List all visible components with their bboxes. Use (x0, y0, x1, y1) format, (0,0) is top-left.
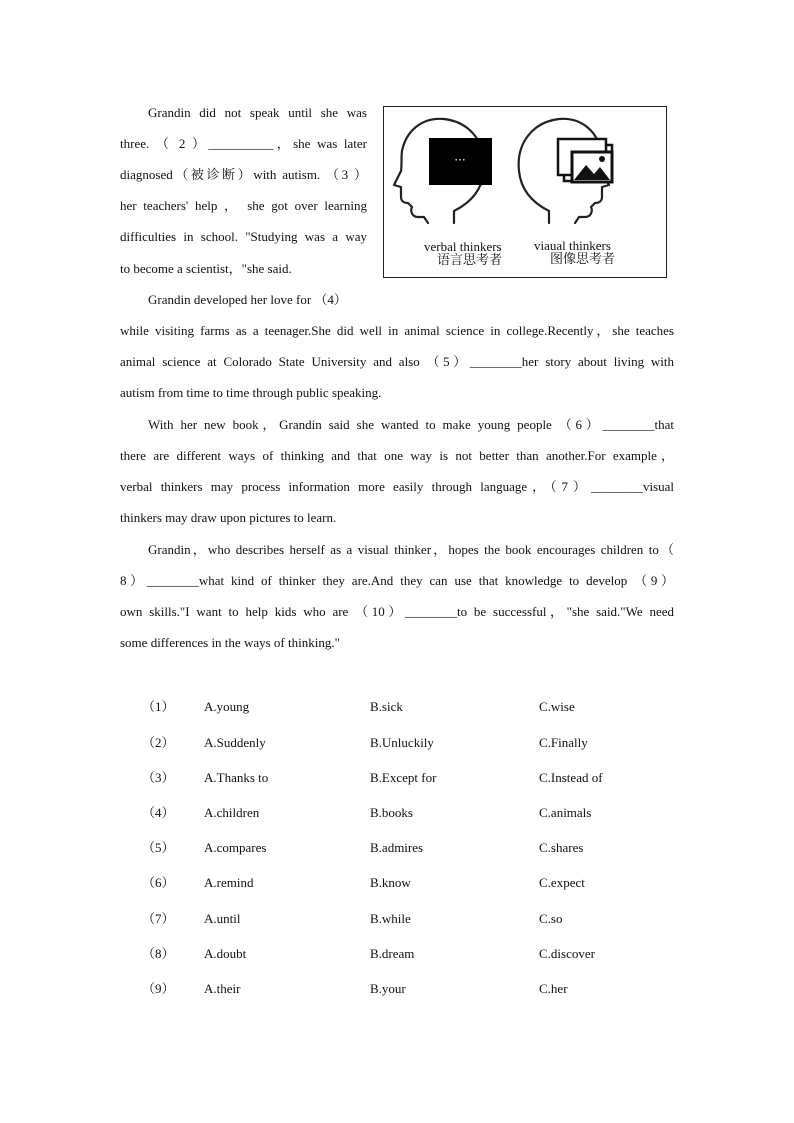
passage-line: animal science at Colorado State University and also （5）________her story about living with (120, 354, 674, 369)
passage-line: some differences in the ways of thinking." (120, 635, 340, 650)
option-b: B.your (370, 981, 406, 996)
question-number: （6） (142, 875, 175, 890)
option-c: C.Instead of (539, 770, 603, 785)
left-caption-zh: 语言思考者 (437, 253, 503, 268)
question-number: （1） (142, 699, 175, 714)
question-number: （5） (142, 840, 175, 855)
question-number: （7） (142, 911, 175, 926)
passage-line: With her new book，Grandin said she wanted to make young people （6）________that (148, 417, 674, 432)
passage-line: thinkers may draw upon pictures to learn. (120, 510, 337, 525)
option-c: C.expect (539, 875, 585, 890)
option-b: B.Except for (370, 770, 437, 785)
question-number: （3） (142, 770, 175, 785)
right-caption-en: viaual thinkers (534, 238, 611, 253)
question-number: （9） (142, 981, 175, 996)
passage-line: to become a scientist，"she said. (120, 261, 292, 276)
passage-line: Grandin，who describes herself as a visual thinker，hopes the book encourages children to（ (148, 542, 674, 557)
option-c: C.discover (539, 946, 595, 961)
option-a: A.doubt (204, 946, 247, 961)
passage-line: Grandin did not speak until she was (148, 105, 367, 120)
passage-line: there are different ways of thinking and that one way is not better than another.For example， (120, 448, 674, 463)
passage-line: autism from time to time through public speaking. (120, 385, 382, 400)
option-b: B.books (370, 805, 413, 820)
option-a: A.Suddenly (204, 735, 266, 750)
passage-line: verbal thinkers may process information more easily through language，（7）________visual (120, 479, 674, 494)
passage-line: while visiting farms as a teenager.She did well in animal science in college.Recently，she teaches (120, 323, 674, 338)
picture-icon (558, 139, 612, 182)
passage-line: diagnosed（被诊断）with autism. （3 ） (120, 167, 367, 182)
option-a: A.until (204, 911, 241, 926)
option-c: C.animals (539, 805, 592, 820)
option-a: A.children (204, 805, 260, 820)
option-c: C.wise (539, 699, 575, 714)
option-b: B.while (370, 911, 411, 926)
option-a: A.Thanks to (204, 770, 269, 785)
passage-line: Grandin developed her love for （4） (148, 292, 347, 307)
option-b: B.admires (370, 840, 424, 855)
question-number: （4） (142, 805, 175, 820)
option-c: C.Finally (539, 735, 588, 750)
option-c: C.shares (539, 840, 584, 855)
passage-line: own skills."I want to help kids who are （10）________to be successful，"she said."We need (120, 604, 674, 619)
option-a: A.their (204, 981, 241, 996)
question-number: （2） (142, 735, 175, 750)
right-caption-zh: 图像思考者 (550, 252, 616, 267)
option-c: C.so (539, 911, 563, 926)
option-b: B.dream (370, 946, 415, 961)
option-c: C.her (539, 981, 568, 996)
option-a: A.young (204, 699, 250, 714)
question-number: （8） (142, 946, 175, 961)
passage-line: 8）________what kind of thinker they are.And they can use that knowledge to develop （9） (120, 573, 674, 588)
passage-line: difficulties in school. "Studying was a way (120, 229, 367, 244)
option-b: B.know (370, 875, 411, 890)
passage-line: three. （ 2 ）__________，she was later (120, 136, 367, 151)
left-caption-en: verbal thinkers (424, 239, 502, 254)
option-a: A.remind (204, 875, 254, 890)
thinkers-figure (383, 106, 667, 278)
bubble-dots: ··· (454, 153, 466, 167)
option-b: B.Unluckily (370, 735, 434, 750)
option-b: B.sick (370, 699, 403, 714)
passage-line: her teachers' help ， she got over learning (120, 198, 367, 213)
option-a: A.compares (204, 840, 267, 855)
